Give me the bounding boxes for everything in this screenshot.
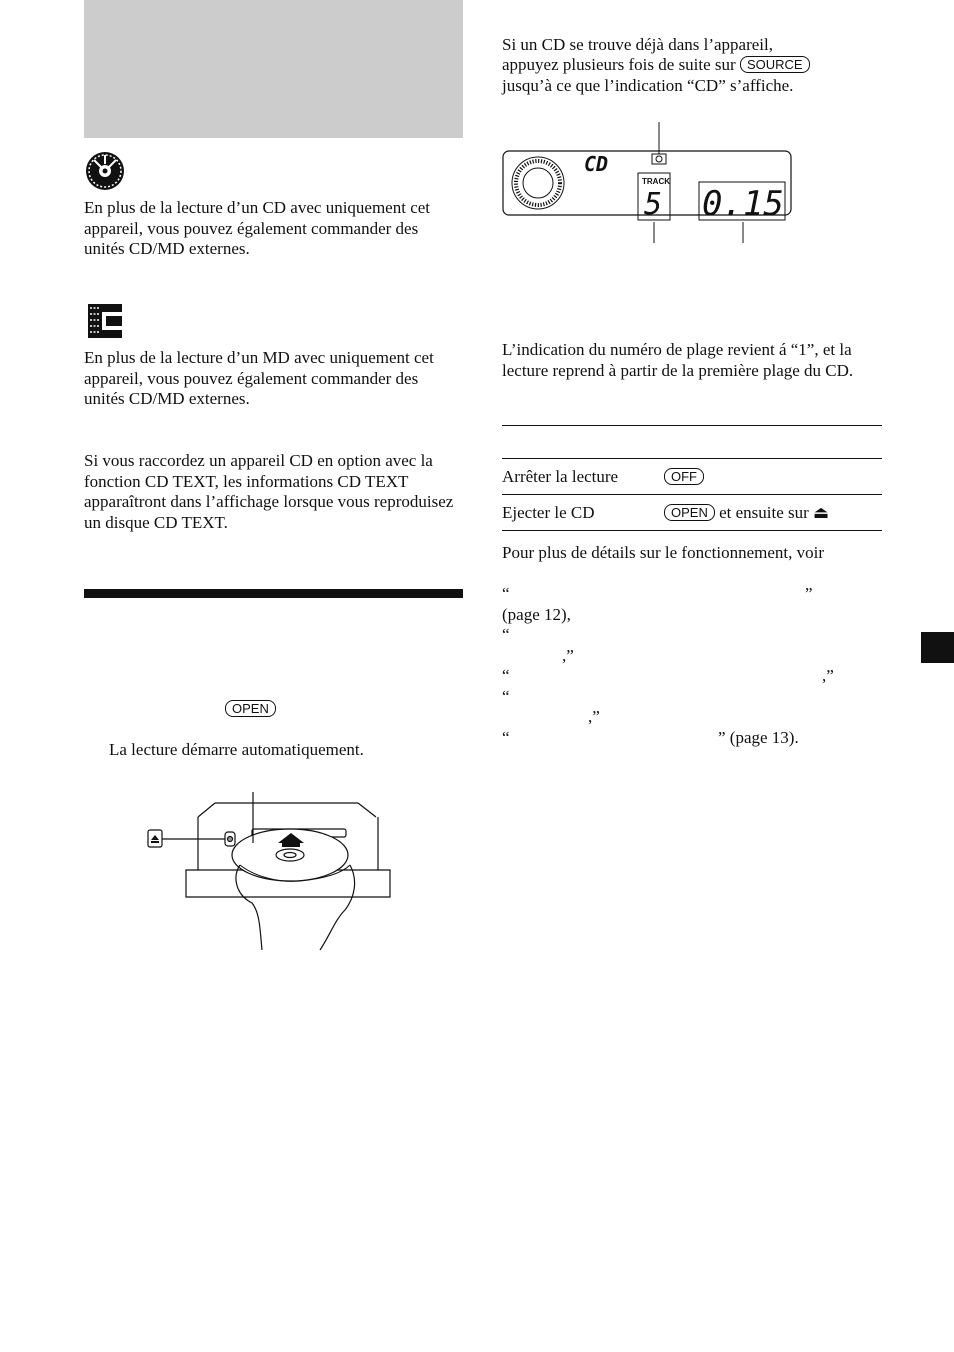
lcd-track-label: TRACK: [642, 177, 670, 186]
eject-instruction: et ensuite sur ⏏: [719, 503, 830, 522]
md-changer-icon: [86, 302, 124, 340]
reference-line-2: (page 12),: [502, 604, 571, 624]
open-button[interactable]: OPEN: [664, 504, 715, 521]
page13-ref: ” (page 13).: [718, 727, 799, 747]
section-divider-thick: [84, 589, 463, 598]
reference-line-3: “: [502, 625, 510, 644]
autoplay-text: La lecture démarre automatiquement.: [109, 740, 364, 759]
off-button[interactable]: OFF: [664, 468, 704, 485]
reference-list: [502, 584, 862, 748]
intro-line-2: [502, 55, 892, 76]
intro-line-1: Si un CD se trouve déjà dans l’appareil,: [502, 35, 773, 54]
paragraph-md: En plus de la lecture d’un MD avec uniquement cet appareil, vous pouvez également commander des unités CD/MD externes.: [84, 348, 434, 408]
reference-line-1: “ ”: [502, 584, 813, 603]
reference-line-7: ,”: [588, 707, 600, 726]
operation-action: Arrêter la lecture: [502, 459, 664, 495]
operations-table: [502, 458, 882, 531]
intro-line-3: jusqu’à ce que l’indication “CD” s’affiche.: [502, 76, 794, 95]
table-row: [502, 459, 882, 495]
source-button[interactable]: SOURCE: [740, 56, 810, 73]
cd-changer-icon: [84, 150, 126, 192]
lcd-track-number: 5: [644, 187, 663, 222]
paragraph-cd: En plus de la lecture d’un CD avec uniquement cet appareil, vous pouvez également commander des unités CD/MD externes.: [84, 198, 431, 258]
lcd-display-illustration: [500, 118, 800, 248]
intro-line-2-text: appuyez plusieurs fois de suite sur: [502, 55, 736, 74]
section-header-box: [84, 0, 463, 138]
open-button[interactable]: OPEN: [225, 700, 276, 717]
paragraph-cd-text: Si vous raccordez un appareil CD en option avec la fonction CD TEXT, les informations CD TEXT apparaîtront dans l’affichage lorsque vous reproduisez un disque CD TEXT.: [84, 451, 454, 532]
reference-line-8: “ ” (page 13).: [502, 727, 799, 747]
details-text: Pour plus de détails sur le fonctionnement, voir: [502, 543, 824, 562]
table-row: [502, 495, 882, 531]
lcd-time: 0.15: [702, 184, 784, 224]
return-text: L’indication du numéro de plage revient á “1”, et la lecture reprend à partir de la première plage du CD.: [502, 340, 854, 380]
reference-line-4: ,”: [562, 645, 574, 665]
hand-inserting-disc-illustration: [140, 785, 395, 955]
operation-control: [664, 495, 882, 531]
reference-line-6: “: [502, 686, 510, 706]
operation-action: Ejecter le CD: [502, 495, 664, 531]
lcd-source-label: CD: [584, 152, 609, 176]
reference-line-5: “ ,”: [502, 666, 834, 685]
operation-control: [664, 459, 882, 495]
table-top-rule: [502, 425, 882, 426]
section-tab-marker: [921, 632, 954, 663]
